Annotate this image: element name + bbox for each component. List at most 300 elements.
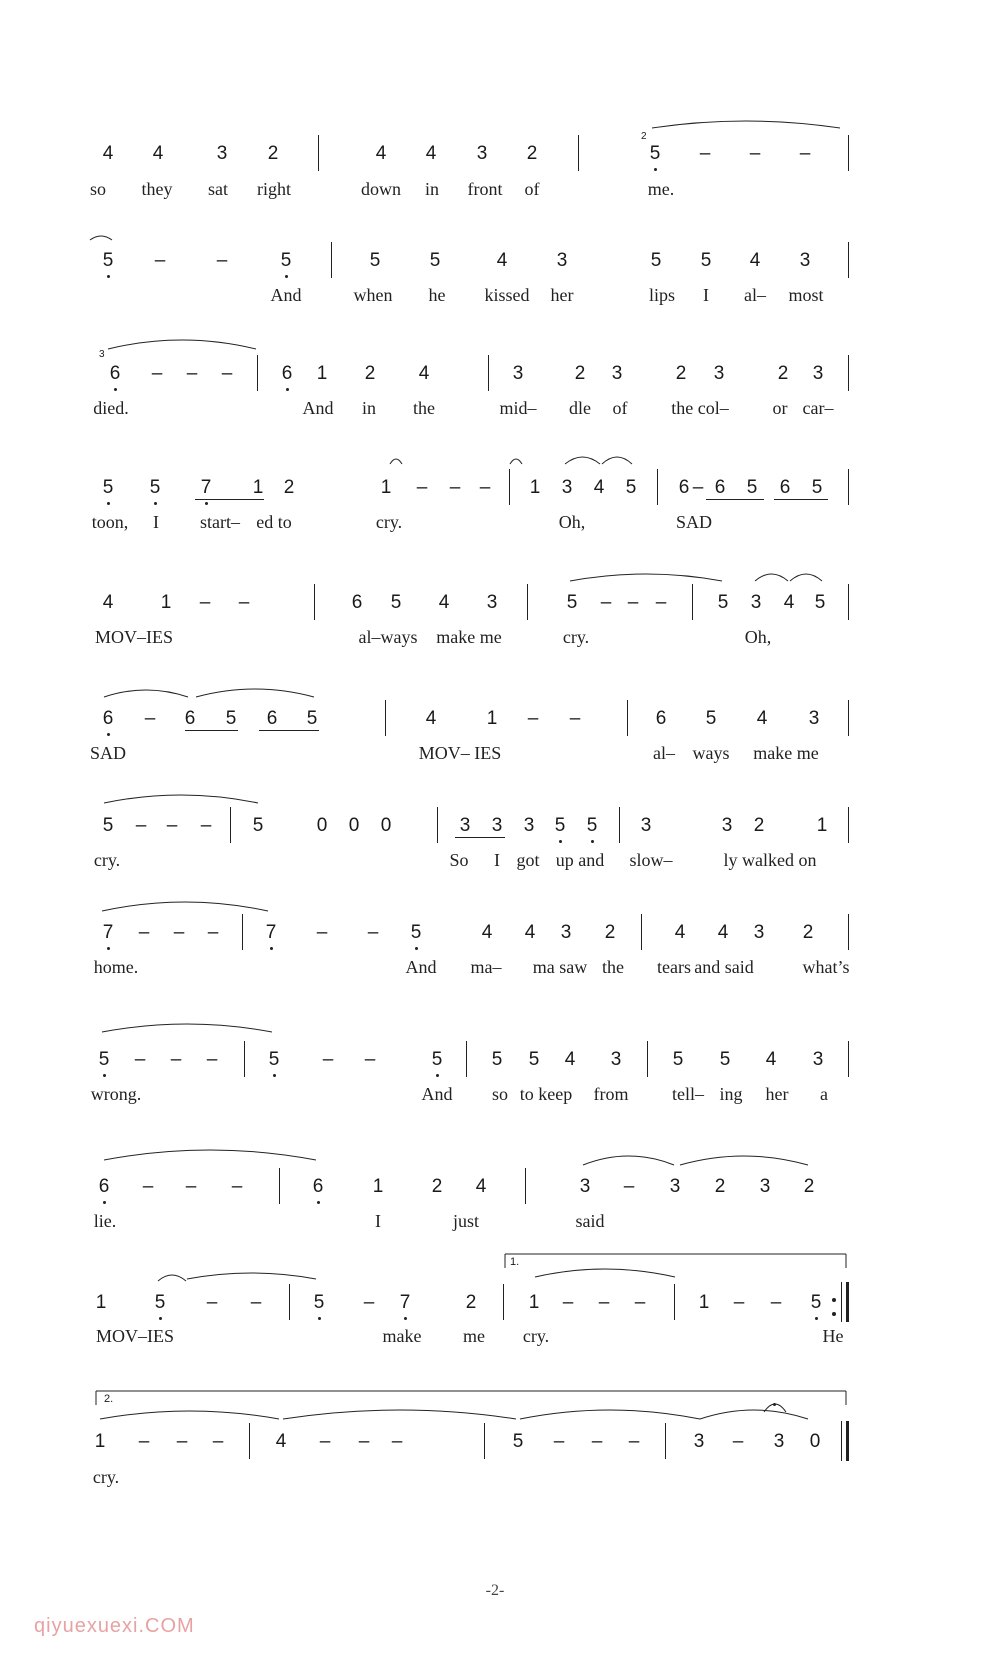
dash-extension: – [170, 1049, 182, 1070]
jianpu-note: 6 [312, 1176, 324, 1197]
lyric-syllable: in [361, 398, 377, 418]
lyric-syllable: just [452, 1211, 480, 1231]
eighth-beam [455, 837, 505, 838]
barline [665, 1423, 666, 1459]
jianpu-note: 0 [348, 815, 360, 836]
barline [525, 1168, 526, 1204]
lyric-syllable: a [820, 1084, 828, 1104]
jianpu-note: 6 [102, 708, 114, 729]
lyric-syllable: make me [436, 627, 502, 647]
dash-extension: – [316, 922, 328, 943]
barline [848, 807, 849, 843]
dash-extension: – [199, 592, 211, 613]
jianpu-note: 4 [438, 592, 450, 613]
jianpu-note: 3 [669, 1176, 681, 1197]
dash-extension: – [732, 1431, 744, 1452]
jianpu-note: 1 [372, 1176, 384, 1197]
low-octave-dot [815, 1317, 818, 1320]
dash-extension: – [363, 1292, 375, 1313]
lyric-syllable: what’s [802, 957, 850, 977]
jianpu-note: 5 [512, 1431, 524, 1452]
lyric-syllable: kissed [484, 285, 530, 305]
barline [848, 914, 849, 950]
low-octave-dot [107, 733, 110, 736]
dash-extension: – [186, 363, 198, 384]
lyric-syllable: SAD [675, 512, 713, 532]
jianpu-note: 5 [672, 1049, 684, 1070]
barline [848, 584, 849, 620]
jianpu-note: 4 [783, 592, 795, 613]
barline [257, 355, 258, 391]
jianpu-note: 2 [604, 922, 616, 943]
lyric-syllable: right [257, 179, 291, 199]
jianpu-note: 2 [753, 815, 765, 836]
lyric-syllable: And [270, 285, 302, 305]
lyric-syllable: cry. [522, 1326, 550, 1346]
dash-extension: – [238, 592, 250, 613]
barline [627, 700, 628, 736]
dash-extension: – [364, 1049, 376, 1070]
fermata-dot [773, 1403, 776, 1406]
dash-extension: – [367, 922, 379, 943]
eighth-beam [259, 730, 319, 731]
jianpu-note: 4 [674, 922, 686, 943]
dash-extension: – [479, 477, 491, 498]
lyric-syllable: to keep [519, 1084, 573, 1104]
jianpu-note: 5 [649, 143, 661, 164]
barline [242, 914, 243, 950]
jianpu-note: 5 [625, 477, 637, 498]
jianpu-note: 6 [109, 363, 121, 384]
low-octave-dot [107, 502, 110, 505]
jianpu-note: 7 [399, 1292, 411, 1313]
dash-extension: – [623, 1176, 635, 1197]
barline [289, 1284, 290, 1320]
barline [318, 135, 319, 171]
page-number: -2- [485, 1582, 505, 1599]
jianpu-note: 5 [102, 250, 114, 271]
jianpu-note: 4 [524, 922, 536, 943]
jianpu-note: 6 [281, 363, 293, 384]
dash-extension: – [154, 250, 166, 271]
lyric-syllable: up and [555, 850, 605, 870]
jianpu-note: 6 [351, 592, 363, 613]
barline [674, 1284, 675, 1320]
dash-extension: – [692, 477, 704, 498]
barline [314, 584, 315, 620]
jianpu-note: 4 [418, 363, 430, 384]
lyric-syllable: sat [208, 179, 228, 199]
jianpu-note: 0 [316, 815, 328, 836]
jianpu-note: 5 [410, 922, 422, 943]
jianpu-note: 5 [705, 708, 717, 729]
barline [848, 242, 849, 278]
repeat-dot [832, 1298, 836, 1302]
barline [279, 1168, 280, 1204]
eighth-beam [195, 499, 264, 500]
jianpu-note: 5 [102, 815, 114, 836]
lyric-syllable: cry. [93, 850, 121, 870]
double-barline-thick [846, 1421, 849, 1461]
low-octave-dot [404, 1317, 407, 1320]
grace-note-mark: 3 [99, 349, 105, 360]
jianpu-note: 6 [184, 708, 196, 729]
jianpu-note: 5 [811, 477, 823, 498]
jianpu-note: 4 [593, 477, 605, 498]
jianpu-note: 5 [280, 250, 292, 271]
jianpu-note: 1 [380, 477, 392, 498]
barline [331, 242, 332, 278]
lyric-syllable: of [524, 179, 540, 199]
dash-extension: – [216, 250, 228, 271]
jianpu-note: 2 [803, 1176, 815, 1197]
jianpu-note: 3 [216, 143, 228, 164]
barline [657, 469, 658, 505]
jianpu-note: 5 [719, 1049, 731, 1070]
lyric-syllable: make [382, 1326, 422, 1346]
jianpu-note: 3 [486, 592, 498, 613]
lyric-syllable: cry. [375, 512, 403, 532]
jianpu-note: 4 [496, 250, 508, 271]
dash-extension: – [166, 815, 178, 836]
lyric-syllable: so [491, 1084, 509, 1104]
dash-extension: – [231, 1176, 243, 1197]
dash-extension: – [733, 1292, 745, 1313]
lyric-syllable: dle [569, 398, 591, 418]
lyric-syllable: ed to [256, 512, 292, 532]
repeat-dot [832, 1312, 836, 1316]
jianpu-note: 2 [777, 363, 789, 384]
jianpu-note: 6 [779, 477, 791, 498]
jianpu-note: 5 [98, 1049, 110, 1070]
jianpu-note: 5 [814, 592, 826, 613]
jianpu-note: 7 [265, 922, 277, 943]
barline [509, 469, 510, 505]
jianpu-note: 4 [425, 708, 437, 729]
lyric-syllable: said [575, 1211, 605, 1231]
lyric-syllable: of [612, 398, 628, 418]
lyric-syllable: lips [648, 285, 676, 305]
jianpu-note: 2 [574, 363, 586, 384]
jianpu-note: 5 [102, 477, 114, 498]
jianpu-note: 6 [266, 708, 278, 729]
jianpu-note: 7 [102, 922, 114, 943]
jianpu-note: 4 [481, 922, 493, 943]
jianpu-note: 5 [252, 815, 264, 836]
lyric-syllable: lie. [93, 1211, 117, 1231]
jianpu-note: 4 [475, 1176, 487, 1197]
lyric-syllable: tears [657, 957, 691, 977]
jianpu-note: 1 [529, 477, 541, 498]
jianpu-note: 4 [275, 1431, 287, 1452]
jianpu-note: 2 [526, 143, 538, 164]
lyric-syllable: car– [802, 398, 834, 418]
lyric-syllable: mid– [499, 398, 537, 418]
lyric-syllable: MOV–IES [95, 1326, 175, 1346]
jianpu-note: 5 [700, 250, 712, 271]
dash-extension: – [569, 708, 581, 729]
volta-number: 1. [510, 1256, 520, 1268]
lyric-syllable: MOV– IES [418, 743, 502, 763]
barline [848, 355, 849, 391]
jianpu-note: 4 [717, 922, 729, 943]
lyric-syllable: I [494, 850, 500, 870]
dash-extension: – [144, 708, 156, 729]
jianpu-note: 2 [802, 922, 814, 943]
lyric-syllable: front [467, 179, 503, 199]
barline [619, 807, 620, 843]
jianpu-note: 3 [808, 708, 820, 729]
dash-extension: – [212, 1431, 224, 1452]
lyric-syllable: down [361, 179, 401, 199]
eighth-beam [774, 499, 828, 500]
barline [385, 700, 386, 736]
lyric-syllable: Oh, [558, 512, 586, 532]
barline [503, 1284, 504, 1320]
barline [641, 914, 642, 950]
lyric-syllable: make me [753, 743, 819, 763]
jianpu-note: 3 [561, 477, 573, 498]
jianpu-note: 4 [749, 250, 761, 271]
jianpu-note: 1 [528, 1292, 540, 1313]
dash-extension: – [206, 1292, 218, 1313]
low-octave-dot [285, 275, 288, 278]
low-octave-dot [286, 388, 289, 391]
lyric-syllable: And [421, 1084, 453, 1104]
jianpu-note: 2 [431, 1176, 443, 1197]
jianpu-note: 2 [675, 363, 687, 384]
lyric-syllable: when [353, 285, 393, 305]
dash-extension: – [142, 1176, 154, 1197]
volta-number: 2. [104, 1393, 114, 1405]
lyric-syllable: And [405, 957, 437, 977]
dash-extension: – [799, 143, 811, 164]
low-octave-dot [436, 1074, 439, 1077]
low-octave-dot [591, 840, 594, 843]
barline [848, 1041, 849, 1077]
jianpu-note: 0 [380, 815, 392, 836]
jianpu-note: 1 [94, 1431, 106, 1452]
jianpu-note: 5 [268, 1049, 280, 1070]
jianpu-note: 5 [390, 592, 402, 613]
jianpu-note: 5 [313, 1292, 325, 1313]
lyric-syllable: and said [694, 957, 754, 977]
lyric-syllable: toon, [91, 512, 129, 532]
jianpu-note: 3 [556, 250, 568, 271]
double-barline-thin [841, 1421, 842, 1461]
jianpu-note: 3 [579, 1176, 591, 1197]
jianpu-note: 3 [491, 815, 503, 836]
dash-extension: – [207, 922, 219, 943]
dash-extension: – [319, 1431, 331, 1452]
low-octave-dot [107, 947, 110, 950]
jianpu-note: 0 [809, 1431, 821, 1452]
barline [484, 1423, 485, 1459]
eighth-beam [185, 730, 238, 731]
lyric-syllable: al– [653, 743, 675, 763]
dash-extension: – [634, 1292, 646, 1313]
jianpu-note: 3 [476, 143, 488, 164]
dash-extension: – [250, 1292, 262, 1313]
dash-extension: – [591, 1431, 603, 1452]
low-octave-dot [317, 1201, 320, 1204]
jianpu-note: 3 [713, 363, 725, 384]
lyric-syllable: tell– [672, 1084, 704, 1104]
jianpu-note: 1 [486, 708, 498, 729]
barline [488, 355, 489, 391]
lyric-syllable: me [463, 1326, 485, 1346]
dash-extension: – [322, 1049, 334, 1070]
jianpu-note: 3 [799, 250, 811, 271]
jianpu-note: 1 [698, 1292, 710, 1313]
lyric-syllable: from [593, 1084, 629, 1104]
jianpu-note: 5 [429, 250, 441, 271]
lyric-syllable: ly walked on [723, 850, 817, 870]
jianpu-note: 5 [586, 815, 598, 836]
low-octave-dot [114, 388, 117, 391]
low-octave-dot [273, 1074, 276, 1077]
dash-extension: – [449, 477, 461, 498]
jianpu-note: 5 [154, 1292, 166, 1313]
dash-extension: – [553, 1431, 565, 1452]
low-octave-dot [103, 1074, 106, 1077]
lyric-syllable: cry. [562, 627, 590, 647]
jianpu-note: 3 [812, 1049, 824, 1070]
lyric-syllable: I [153, 512, 159, 532]
lyric-syllable: cry. [92, 1467, 120, 1487]
lyric-syllable: or [772, 398, 788, 418]
watermark: qiyuexuexi.COM [34, 1615, 195, 1637]
lyric-syllable: he [428, 285, 446, 305]
jianpu-note: 5 [650, 250, 662, 271]
jianpu-note: 4 [102, 592, 114, 613]
lyric-syllable: And [302, 398, 334, 418]
dash-extension: – [134, 1049, 146, 1070]
jianpu-note: 6 [678, 477, 690, 498]
jianpu-note: 1 [252, 477, 264, 498]
barline [848, 135, 849, 171]
jianpu-note: 3 [523, 815, 535, 836]
jianpu-note: 1 [160, 592, 172, 613]
jianpu-note: 5 [528, 1049, 540, 1070]
lyric-syllable: the col– [671, 398, 729, 418]
lyric-syllable: died. [93, 398, 129, 418]
jianpu-note: 4 [102, 143, 114, 164]
dash-extension: – [699, 143, 711, 164]
jianpu-note: 3 [693, 1431, 705, 1452]
jianpu-note: 3 [750, 592, 762, 613]
lyric-syllable: me. [647, 179, 675, 199]
dash-extension: – [173, 922, 185, 943]
jianpu-note: 5 [717, 592, 729, 613]
jianpu-note: 3 [753, 922, 765, 943]
jianpu-note: 3 [721, 815, 733, 836]
lyric-syllable: SAD [89, 743, 127, 763]
dash-extension: – [628, 1431, 640, 1452]
jianpu-note: 3 [512, 363, 524, 384]
jianpu-note: 7 [200, 477, 212, 498]
lyric-syllable: ways [692, 743, 730, 763]
jianpu-note: 5 [566, 592, 578, 613]
lyric-syllable: her [550, 285, 574, 305]
jianpu-note: 2 [364, 363, 376, 384]
jianpu-note: 4 [152, 143, 164, 164]
dash-extension: – [358, 1431, 370, 1452]
jianpu-note: 5 [431, 1049, 443, 1070]
jianpu-note: 1 [316, 363, 328, 384]
jianpu-note: 2 [267, 143, 279, 164]
jianpu-note: 3 [640, 815, 652, 836]
lyric-syllable: al– [744, 285, 766, 305]
barline [230, 807, 231, 843]
dash-extension: – [770, 1292, 782, 1313]
low-octave-dot [205, 502, 208, 505]
lyric-syllable: So [449, 850, 469, 870]
dash-extension: – [185, 1176, 197, 1197]
jianpu-note: 6 [655, 708, 667, 729]
lyric-syllable: He [822, 1326, 844, 1346]
lyric-syllable: I [375, 1211, 381, 1231]
low-octave-dot [559, 840, 562, 843]
barline [692, 584, 693, 620]
jianpu-note: 4 [765, 1049, 777, 1070]
barline [848, 700, 849, 736]
lyric-syllable: home. [93, 957, 139, 977]
lyric-syllable: in [424, 179, 440, 199]
dash-extension: – [151, 363, 163, 384]
lyric-syllable: the [602, 957, 624, 977]
jianpu-note: 5 [810, 1292, 822, 1313]
jianpu-note: 4 [756, 708, 768, 729]
double-barline-thin [841, 1282, 842, 1322]
lyric-syllable: most [788, 285, 824, 305]
lyric-syllable: ma– [470, 957, 502, 977]
lyric-syllable: ma saw [532, 957, 588, 977]
dash-extension: – [176, 1431, 188, 1452]
dash-extension: – [562, 1292, 574, 1313]
jianpu-note: 6 [714, 477, 726, 498]
lyric-syllable: start– [200, 512, 240, 532]
dash-extension: – [221, 363, 233, 384]
jianpu-note: 2 [465, 1292, 477, 1313]
dash-extension: – [138, 922, 150, 943]
jianpu-note: 3 [611, 363, 623, 384]
dash-extension: – [749, 143, 761, 164]
low-octave-dot [103, 1201, 106, 1204]
lyric-syllable: wrong. [90, 1084, 142, 1104]
dash-extension: – [627, 592, 639, 613]
jianpu-note: 3 [459, 815, 471, 836]
jianpu-note: 5 [746, 477, 758, 498]
jianpu-note: 3 [773, 1431, 785, 1452]
dash-extension: – [200, 815, 212, 836]
dash-extension: – [598, 1292, 610, 1313]
barline [466, 1041, 467, 1077]
lyric-syllable: the [413, 398, 435, 418]
low-octave-dot [654, 168, 657, 171]
jianpu-note: 4 [425, 143, 437, 164]
low-octave-dot [318, 1317, 321, 1320]
lyric-syllable: they [141, 179, 173, 199]
lyric-syllable: so [89, 179, 107, 199]
jianpu-note: 4 [564, 1049, 576, 1070]
barline [647, 1041, 648, 1077]
low-octave-dot [415, 947, 418, 950]
lyric-syllable: al–ways [358, 627, 418, 647]
double-barline-thick [846, 1282, 849, 1322]
barline [437, 807, 438, 843]
lyric-syllable: Oh, [744, 627, 772, 647]
